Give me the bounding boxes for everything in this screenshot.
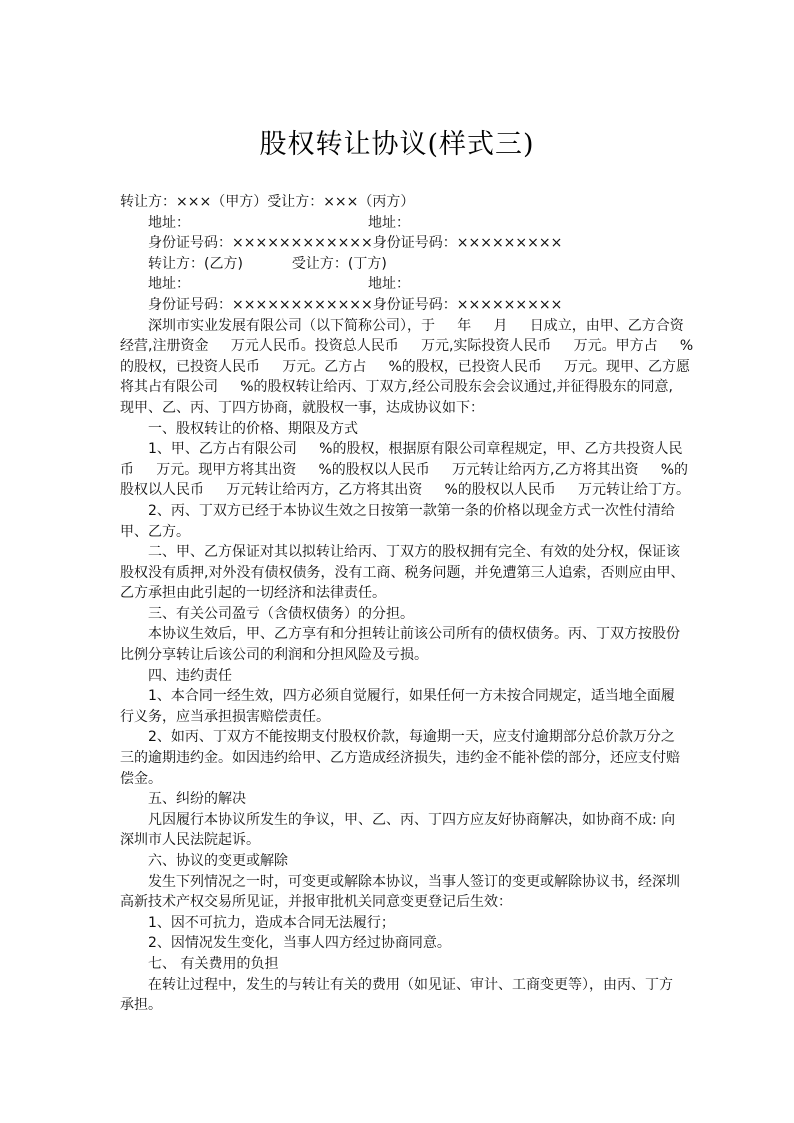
id-number-line-1: 身份证号码：××××××××××××身份证号码：×××××××××: [148, 235, 563, 252]
section-2-line-3: 乙方承担由此引起的一切经济和法律责任。: [120, 585, 386, 602]
document-body: [120, 192, 694, 1016]
section-heading-6: 六、协议的变更或解除: [148, 853, 288, 869]
section-6-line-1: 发生下列情况之一时，可变更或解除本协议，当事人签订的变更或解除协议书，经深圳: [148, 873, 680, 890]
address-line-2: 地址： 地址：: [148, 276, 411, 293]
section-7-line-2: 承担。: [120, 997, 162, 1014]
party-line-2: 转让方：(乙方) 受让方：(丁方): [148, 255, 387, 272]
section-heading-3: 三、有关公司盈亏（含债权债务）的分担。: [148, 605, 414, 622]
party-line-1: 转让方：×××（甲方）受让方：×××（丙方）: [120, 194, 415, 210]
preamble-line-2: 经营,注册资金 万元人民币。投资总人民币 万元,实际投资人民币 万元。甲方占 %: [120, 338, 694, 355]
section-heading-5: 五、纠纷的解决: [148, 791, 246, 808]
clause-6-2: 2、因情况发生变化，当事人四方经过协商同意。: [148, 935, 451, 952]
clause-6-1: 1、因不可抗力，造成本合同无法履行；: [148, 914, 395, 931]
clause-1-2-line-2: 甲、乙方。: [120, 523, 190, 540]
preamble-line-3: 的股权，已投资人民币 万元。乙方占 %的股权，已投资人民币 万元。现甲、乙方愿: [120, 358, 691, 375]
section-2-line-2: 股权没有质押,对外没有债权债务，没有工商、税务问题，并免遭第三人追索，否则应由甲、: [120, 564, 685, 581]
section-heading-4: 四、违约责任: [148, 667, 232, 684]
section-heading-7: 七、 有关费用的负担: [148, 955, 279, 972]
section-5-line-1: 凡因履行本协议所发生的争议，甲、乙、丙、丁四方应友好协商解决，如协商不成: 向: [148, 811, 676, 828]
clause-1-1-line-1: 1、甲、乙方占有限公司 %的股权，根据原有限公司章程规定，甲、乙方共投资人民: [148, 441, 683, 458]
id-number-line-2: 身份证号码：××××××××××××身份证号码：×××××××××: [148, 296, 563, 313]
clause-4-1-line-1: 1、本合同一经生效，四方必须自觉履行，如果任何一方未按合同规定，适当地全面履: [148, 688, 675, 705]
clause-4-2-line-2: 三的逾期违约金。如因违约给甲、乙方造成经济损失，违约金不能补偿的部分，还应支付赔: [120, 750, 680, 767]
clause-4-1-line-2: 行义务，应当承担损害赔偿责任。: [120, 708, 330, 725]
preamble-line-5: 现甲、乙、丙、丁四方协商，就股权一事，达成协议如下：: [120, 399, 484, 416]
section-7-line-1: 在转让过程中，发生的与转让有关的费用（如见证、审计、工商变更等），由丙、丁方: [148, 976, 673, 993]
section-5-line-2: 深圳市人民法院起诉。: [120, 832, 260, 849]
clause-4-2-line-3: 偿金。: [120, 770, 162, 787]
section-3-line-2: 比例分享转让后该公司的利润和分担风险及亏损。: [120, 647, 428, 664]
clause-1-2-line-1: 2、丙、丁双方已经于本协议生效之日按第一款第一条的价格以现金方式一次性付清给: [148, 502, 675, 519]
address-line-1: 地址： 地址：: [148, 214, 411, 231]
section-heading-1: 一、股权转让的价格、期限及方式: [148, 420, 358, 437]
preamble-line-1: 深圳市实业发展有限公司（以下简称公司），于 年 月 日成立，由甲、乙方合资: [148, 317, 684, 334]
preamble-line-4: 将其占有限公司 %的股权转让给丙、丁双方,经公司股东会会议通过,并征得股东的同意,: [120, 379, 673, 396]
section-6-line-2: 高新技术产权交易所见证，并报审批机关同意变更登记后生效：: [120, 894, 512, 911]
clause-1-1-line-2: 币 万元。现甲方将其出资 %的股权以人民币 万元转让给丙方,乙方将其出资 %的: [120, 461, 689, 478]
section-3-line-1: 本协议生效后，甲、乙方享有和分担转让前该公司所有的债权债务。丙、丁双方按股份: [148, 626, 680, 643]
document-title: 股权转让协议(样式三): [259, 129, 535, 160]
clause-4-2-line-1: 2、如丙、丁双方不能按期支付股权价款，每逾期一天，应支付逾期部分总价款万分之: [148, 729, 675, 746]
section-2-line-1: 二、甲、乙方保证对其以拟转让给丙、丁双方的股权拥有完全、有效的处分权，保证该: [148, 544, 680, 561]
clause-1-1-line-3: 股权以人民币 万元转让给丙方，乙方将其出资 %的股权以人民币 万元转让给丁方。: [120, 482, 691, 499]
